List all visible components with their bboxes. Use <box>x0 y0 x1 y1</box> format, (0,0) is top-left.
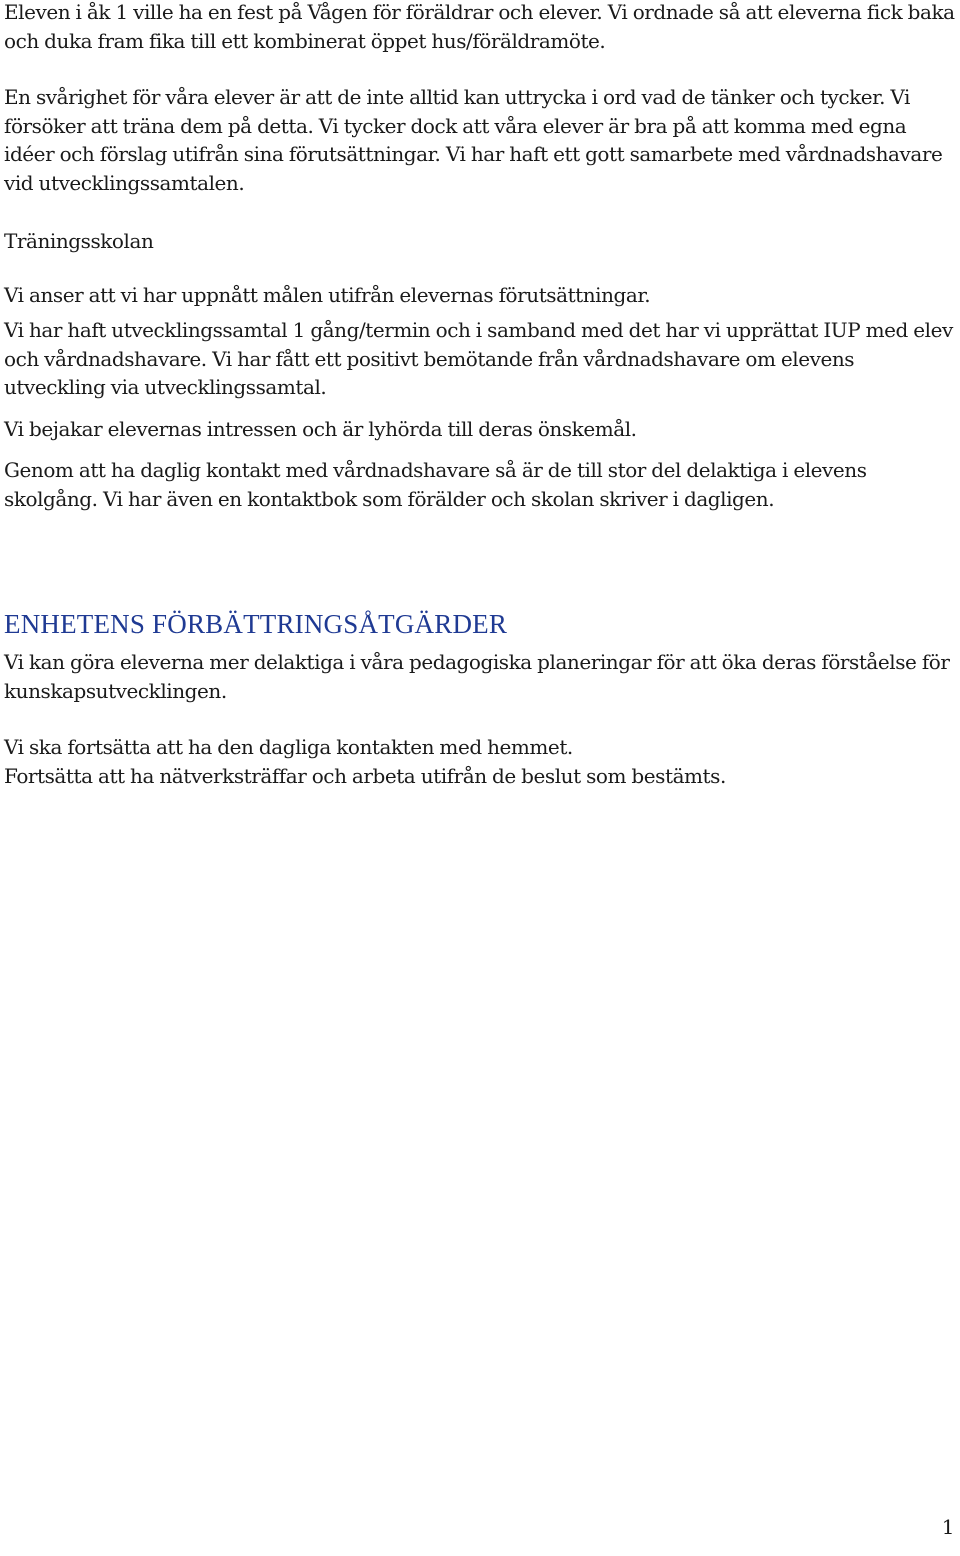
section-label-traningsskolan: Träningsskolan <box>4 229 154 253</box>
intro-paragraph-1: Eleven i åk 1 ville ha en fest på Vågen för föräldrar och elever. Vi ordnade så att eleverna fick baka och duka fram fika till ett kombinerat öppet hus/föräldramöte. <box>4 0 955 53</box>
improvement-paragraph-1: Vi kan göra eleverna mer delaktiga i våra pedagogiska planeringar för att öka deras förståelse för kunskapsutvecklingen. <box>4 650 950 703</box>
improvement-paragraph-2: Vi ska fortsätta att ha den dagliga kontakten med hemmet. <box>4 735 573 759</box>
page-number: 1 <box>941 1515 954 1539</box>
section-paragraph-1: Vi anser att vi har uppnått målen utifrån elevernas förutsättningar. <box>4 283 651 307</box>
section-paragraph-3: Vi bejakar elevernas intressen och är lyhörda till deras önskemål. <box>4 417 637 441</box>
improvement-heading: ENHETENS FÖRBÄTTRINGSÅTGÄRDER <box>4 609 508 639</box>
intro-paragraph-2: En svårighet för våra elever är att de inte alltid kan uttrycka i ord vad de tänker och tycker. Vi försöker att träna dem på detta. Vi tycker dock att våra elever är bra på att komma med egna idéer och förslag utifrån sina förutsättningar. Vi har haft ett gott samarbete med vårdnadshavare vid utvecklingssamtalen. <box>4 85 943 195</box>
section-paragraph-2: Vi har haft utvecklingssamtal 1 gång/termin och i samband med det har vi upprättat IUP med elev och vårdnadshavare. Vi har fått ett positivt bemötande från vårdnadshavare om elevens utveckling via utvecklingssamtal. <box>4 318 953 399</box>
section-paragraph-4: Genom att ha daglig kontakt med vårdnadshavare så är de till stor del delaktiga i elevens skolgång. Vi har även en kontaktbok som förälder och skolan skriver i dagligen. <box>4 458 867 511</box>
improvement-paragraph-3: Fortsätta att ha nätverksträffar och arbeta utifrån de beslut som bestämts. <box>4 764 726 788</box>
